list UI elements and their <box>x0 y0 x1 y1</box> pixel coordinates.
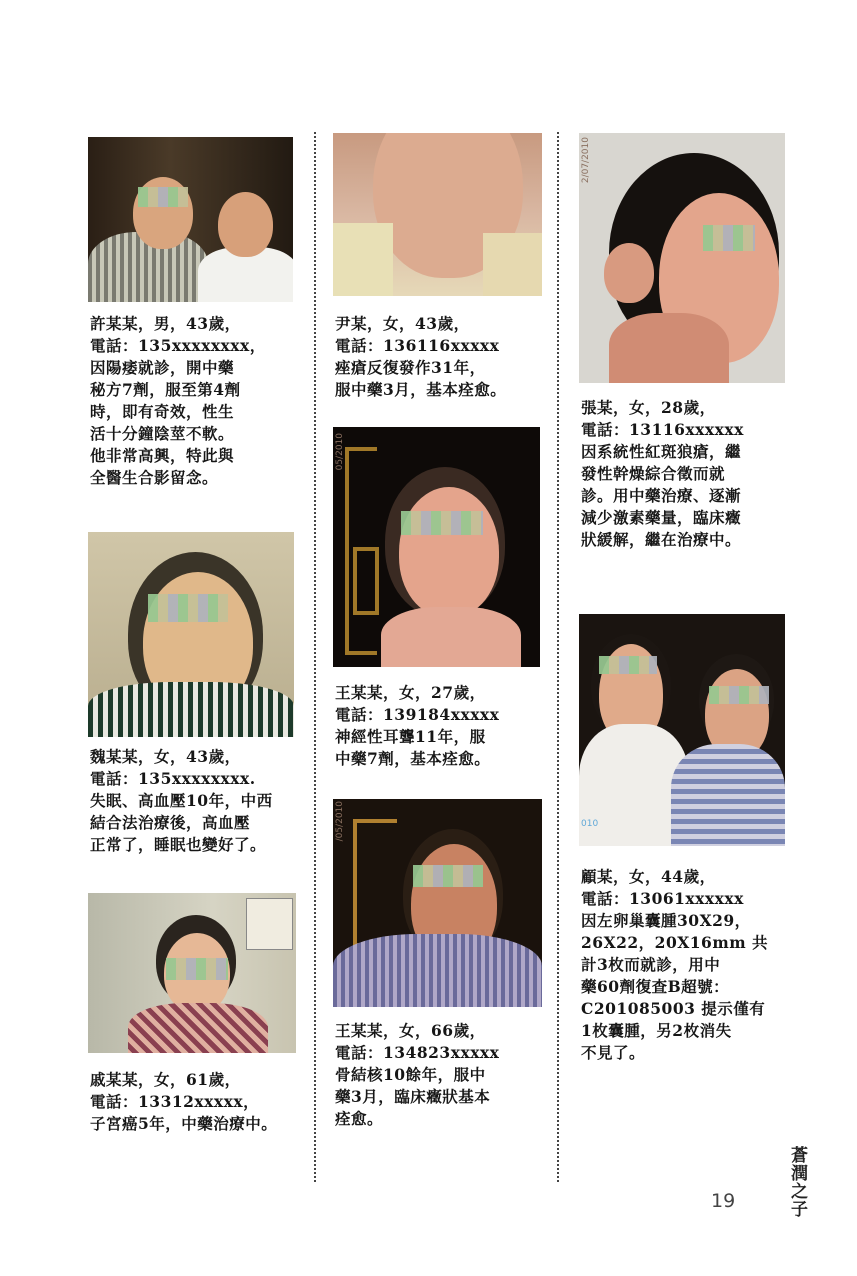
caption-line: 服中藥3月，基本痊愈。 <box>335 380 507 399</box>
caption-8 <box>581 866 796 1064</box>
caption-3 <box>90 1069 305 1135</box>
caption-line: 電話：13312xxxxx， <box>90 1092 260 1111</box>
column-divider-left <box>314 132 316 1182</box>
caption-5 <box>335 682 550 770</box>
caption-line: 尹某，女，43歲， <box>335 314 470 333</box>
caption-line: 計3枚而就診，用中 <box>581 955 721 974</box>
patient-photo-4 <box>333 133 542 296</box>
caption-line: 張某，女，28歲， <box>581 398 716 417</box>
caption-line: 活十分鐘陰莖不軟。 <box>90 424 235 443</box>
caption-line: 顧某，女，44歲， <box>581 867 716 886</box>
caption-line: 藥3月，臨床癥狀基本 <box>335 1087 491 1106</box>
caption-line: 電話：13116xxxxxx <box>581 420 744 439</box>
patient-photo-7 <box>579 133 785 383</box>
patient-photo-6 <box>333 799 542 1007</box>
caption-6 <box>335 1020 550 1130</box>
patient-photo-8 <box>579 614 785 846</box>
caption-line: 電話：13061xxxxxx <box>581 889 744 908</box>
caption-2 <box>90 746 300 856</box>
caption-line: 全醫生合影留念。 <box>90 468 219 487</box>
caption-line: 骨結核10餘年，服中 <box>335 1065 486 1084</box>
caption-line: 診。用中藥治療、逐漸 <box>581 486 742 505</box>
caption-line: C201085003 提示僅有 <box>581 999 766 1018</box>
patient-photo-1 <box>88 137 293 302</box>
caption-line: 許某某，男，43歲， <box>90 314 241 333</box>
patient-photo-2 <box>88 532 294 737</box>
caption-4 <box>335 313 550 401</box>
caption-line: 神經性耳聾11年，服 <box>335 727 486 746</box>
caption-line: 因系統性紅斑狼瘡，繼 <box>581 442 742 461</box>
caption-line: 電話：134823xxxxx <box>335 1043 500 1062</box>
photo-date-stamp: /05/2010 <box>335 801 345 842</box>
caption-line: 痤瘡反復發作31年， <box>335 358 486 377</box>
caption-line: 王某某，女，66歲， <box>335 1021 486 1040</box>
photo-date-stamp: 2/07/2010 <box>581 137 591 184</box>
caption-line: 結合法治療後，高血壓 <box>90 813 251 832</box>
page-number: 19 <box>711 1190 736 1212</box>
caption-7 <box>581 397 796 551</box>
patient-photo-3 <box>88 893 296 1053</box>
caption-line: 秘方7劑，服至第4劑 <box>90 380 241 399</box>
caption-line: 因陽痿就診，開中藥 <box>90 358 235 377</box>
caption-line: 他非常高興，特此與 <box>90 446 235 465</box>
section-side-title: 蒼潤之子 <box>787 1146 807 1218</box>
caption-line: 王某某，女，27歲， <box>335 683 486 702</box>
caption-line: 電話：139184xxxxx <box>335 705 500 724</box>
patient-photo-5 <box>333 427 540 667</box>
caption-line: 戚某某，女，61歲， <box>90 1070 241 1089</box>
caption-line: 藥60劑復查B超號： <box>581 977 730 996</box>
caption-line: 減少激素藥量，臨床癥 <box>581 508 742 527</box>
caption-line: 1枚囊腫，另2枚消失 <box>581 1021 732 1040</box>
caption-line: 不見了。 <box>581 1043 646 1062</box>
photo-date-stamp: 010 <box>581 819 599 829</box>
caption-line: 因左卵巢囊腫30X29， <box>581 911 751 930</box>
caption-line: 26X22，20X16mm 共 <box>581 933 769 952</box>
caption-line: 失眠、高血壓10年，中西 <box>90 791 273 810</box>
caption-line: 電話：136116xxxxx <box>335 336 500 355</box>
caption-line: 時，即有奇效，性生 <box>90 402 235 421</box>
photo-date-stamp: 05/2010 <box>335 433 345 471</box>
caption-line: 子宮癌5年，中藥治療中。 <box>90 1114 278 1133</box>
caption-1 <box>90 313 300 489</box>
caption-line: 正常了，睡眠也變好了。 <box>90 835 267 854</box>
column-divider-right <box>557 132 559 1182</box>
caption-line: 魏某某，女，43歲， <box>90 747 241 766</box>
caption-line: 中藥7劑，基本痊愈。 <box>335 749 491 768</box>
caption-line: 發性幹燥綜合徵而就 <box>581 464 726 483</box>
caption-line: 狀緩解，繼在治療中。 <box>581 530 742 549</box>
caption-line: 電話：135xxxxxxxx. <box>90 769 256 788</box>
caption-line: 電話：135xxxxxxxx， <box>90 336 266 355</box>
caption-line: 痊愈。 <box>335 1109 384 1128</box>
